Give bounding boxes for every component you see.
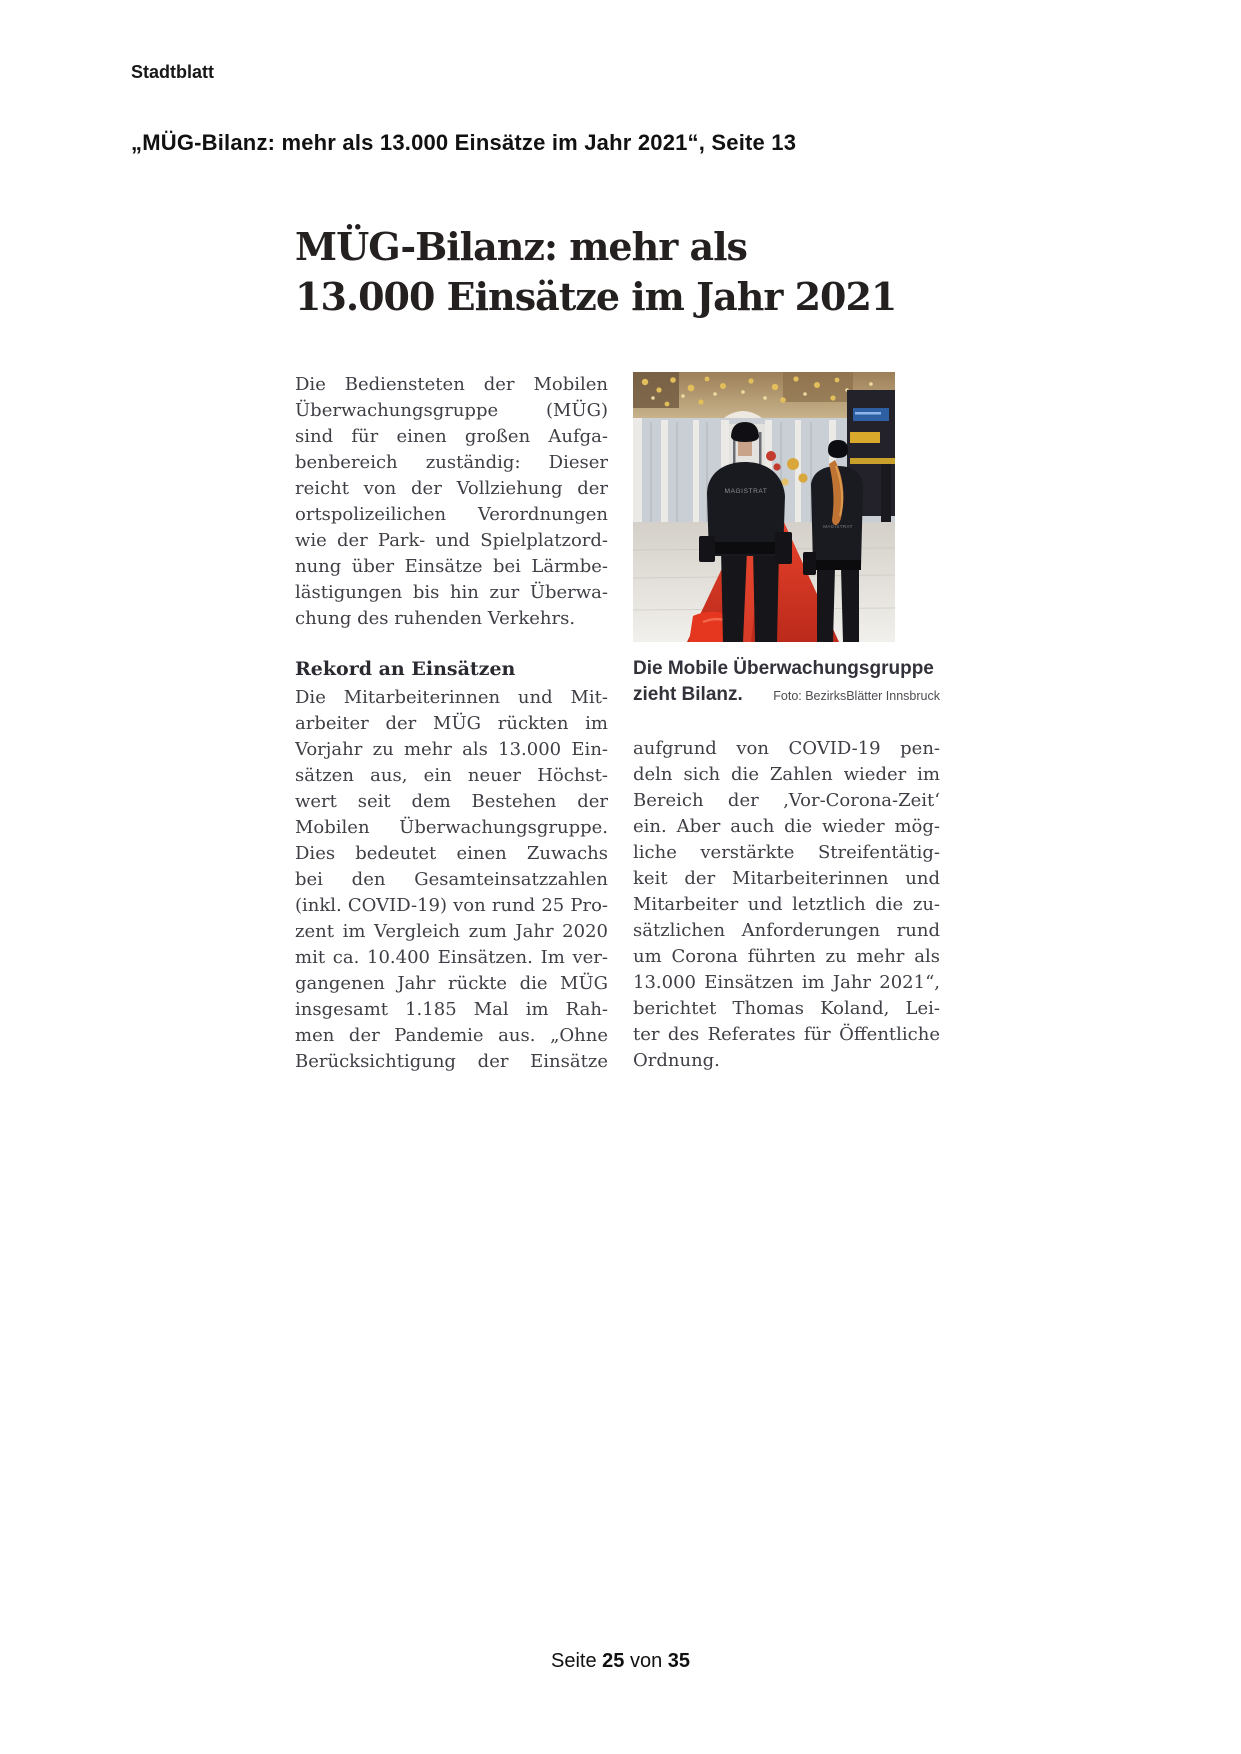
text-line: Vorjahr zu mehr als 13.000 Ein- — [295, 739, 608, 760]
text-line: Überwachungsgruppe (MÜG) — [295, 400, 608, 421]
text-line: Die Mitarbeiterinnen und Mit- — [295, 687, 608, 708]
paragraph-intro — [295, 372, 608, 632]
article-column-right — [633, 372, 940, 1075]
text-line: ortspolizeilichen Verordnungen — [295, 504, 608, 525]
text-line: keit der Mitarbeiterinnen und — [633, 868, 940, 889]
text-line: arbeiter der MÜG rückten im — [295, 713, 608, 734]
text-line: nung über Einsätze bei Lärmbe- — [295, 556, 608, 577]
article-clipping — [295, 222, 940, 1075]
text-line: gangenen Jahr rückte die MÜG — [295, 973, 608, 994]
text-line: sind für einen großen Aufga- — [295, 426, 608, 447]
text-line: chung des ruhenden Verkehrs. — [295, 608, 576, 629]
text-line: (inkl. COVID-19) von rund 25 Pro- — [295, 895, 608, 916]
text-line: wie der Park- und Spielplatzord- — [295, 530, 608, 551]
text-line: sätzen aus, ein neuer Höchst- — [295, 765, 608, 786]
svg-text:MAGISTRAT: MAGISTRAT — [823, 524, 853, 529]
text-line: Berücksichtigung der Einsätze — [295, 1051, 608, 1072]
text-line: lästigungen bis hin zur Überwa- — [295, 582, 608, 603]
text-line: ein. Aber auch die wieder mög- — [633, 816, 940, 837]
text-line: aufgrund von COVID-19 pen- — [633, 738, 940, 759]
text-line: men der Pandemie aus. „Ohne — [295, 1025, 608, 1046]
article-columns — [295, 372, 940, 1075]
text-line: um Corona führten zu mehr als — [633, 946, 940, 967]
text-line: Dies bedeutet einen Zuwachs — [295, 843, 608, 864]
paragraph-quote — [633, 736, 940, 1074]
text-line: benbereich zuständig: Dieser — [295, 452, 608, 473]
photo-caption-line2: zieht Bilanz. — [633, 684, 743, 705]
text-line: Ordnung. — [633, 1050, 720, 1071]
page-footer — [0, 1650, 1241, 1673]
text-line: wert seit dem Bestehen der — [295, 791, 608, 812]
text-line: Mitarbeiter und letztlich die zu- — [633, 894, 940, 915]
footer-prefix: Seite — [550, 1650, 597, 1672]
text-line: Mobilen Überwachungsgruppe. — [295, 817, 608, 838]
text-line: ter des Referates für Öffentliche — [633, 1024, 940, 1045]
text-line: Die Bediensteten der Mobilen — [295, 374, 608, 395]
text-line: zent im Vergleich zum Jahr 2020 — [295, 921, 608, 942]
text-line: bei den Gesamteinsatzzahlen — [295, 869, 608, 890]
text-line: sätzlichen Anforderungen rund — [633, 920, 940, 941]
photo-caption-line1: Die Mobile Überwachungsgruppe — [633, 658, 934, 679]
svg-text:MAGISTRAT: MAGISTRAT — [724, 488, 768, 495]
text-line: MÜG-Bilanz: mehr als — [295, 224, 747, 269]
footer-current-page: 25 — [602, 1650, 625, 1672]
article-reference-title: „MÜG-Bilanz: mehr als 13.000 Einsätze im Jahr 2021“, Seite 13 — [131, 130, 797, 155]
text-line: deln sich die Zahlen wieder im — [633, 764, 940, 785]
text-line: Bereich der ‚Vor-Corona-Zeit‘ — [633, 790, 940, 811]
text-line: berichtet Thomas Koland, Lei- — [633, 998, 940, 1019]
photo-caption — [633, 656, 940, 708]
article-headline — [295, 222, 940, 322]
section-subhead: Rekord an Einsätzen — [295, 658, 516, 680]
text-line: insgesamt 1.185 Mal im Rah- — [295, 999, 608, 1020]
text-line: reicht von der Vollziehung der — [295, 478, 608, 499]
footer-total-pages: 35 — [667, 1650, 691, 1672]
text-line: liche verstärkte Streifentätig- — [633, 842, 940, 863]
article-column-left — [295, 372, 608, 1075]
photo-credit: Foto: BezirksBlätter Innsbruck — [773, 689, 940, 703]
text-line: mit ca. 10.400 Einsätzen. Im ver- — [295, 947, 608, 968]
text-line: 13.000 Einsätzen im Jahr 2021“, — [633, 972, 940, 993]
masthead: Stadtblatt — [131, 62, 214, 82]
article-photo — [633, 372, 895, 642]
footer-conjunction: von — [629, 1650, 663, 1672]
paragraph-record — [295, 685, 608, 1075]
text-line: 13.000 Einsätze im Jahr 2021 — [295, 274, 897, 319]
